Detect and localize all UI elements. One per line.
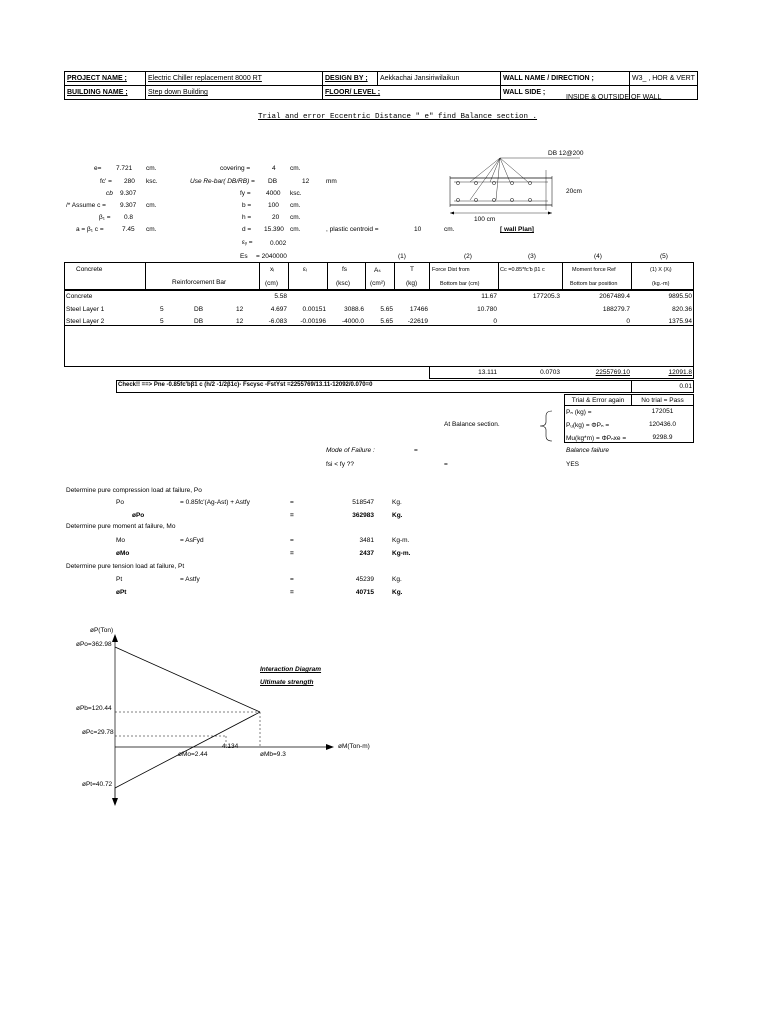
b-unit: cm.: [290, 202, 301, 209]
plastic-centroid-value: 10: [414, 226, 422, 233]
covering-value: 4: [272, 165, 276, 172]
page-title: Trial and error Eccentric Distance " e" find Balance section .: [258, 113, 538, 121]
mb-point-label: øMb=9.3: [260, 751, 286, 758]
mode-eq: =: [414, 447, 418, 454]
pc-point-label: øPc=29.78: [82, 729, 114, 736]
wall-plan-label: [ wall Plan]: [500, 226, 534, 233]
d-label: d =: [242, 226, 252, 233]
diagram-subtitle: Ultimate strength: [260, 679, 314, 686]
pt-point-label: øPt=40.72: [82, 781, 113, 788]
wall-name-value: W3_ , HOR & VERT: [630, 72, 698, 86]
po-unit: Kg.: [392, 499, 402, 506]
c-label: /* Assume c =: [66, 202, 106, 209]
mo-value: 3481: [359, 537, 374, 544]
row-size: 12: [236, 306, 244, 313]
row-fs: -4000.0: [341, 318, 364, 325]
cb-label: cb: [106, 190, 113, 197]
row-c3: 177205.3: [532, 293, 560, 300]
check-value: 0.01: [679, 383, 692, 390]
col-number-5: (5): [660, 253, 668, 260]
d-value: 15.390: [264, 226, 284, 233]
b-label: b =: [242, 202, 252, 209]
h-5: (1) X (Xᵢ): [650, 267, 672, 273]
check-formula: Check!! ==> Pne -0.85fc'bβ1 c (h/2 -1/2β1c)- Fscysc -FstYst =2255769/13.11-12092/0.070=0: [118, 382, 373, 388]
phipt-label: øPt: [116, 589, 127, 596]
row-c5: 820.36: [672, 306, 692, 313]
building-name-value: Step down Building: [146, 86, 323, 100]
row-c2: 10.780: [477, 306, 497, 313]
u-t: (kg): [406, 280, 418, 287]
row-c4: 0: [626, 318, 630, 325]
row-c4: 2067489.4: [599, 293, 630, 300]
compression-branch: [115, 647, 260, 712]
y-axis-label: øP(Ton): [90, 627, 114, 634]
col-number-4: (4): [594, 253, 602, 260]
pb-point-label: øPb=120.44: [76, 705, 112, 712]
pt-formula: = Astfy: [180, 576, 200, 583]
b-value: 100: [268, 202, 279, 209]
u-force: Bottom bar (cm): [440, 281, 480, 287]
h-label: h =: [242, 214, 252, 221]
rebar-size: 12: [302, 178, 310, 185]
phipn-label: Pᵤ(kg) = ΦPₙ =: [566, 422, 610, 429]
row-fs: 3088.6: [344, 306, 364, 313]
phipn-value: 120436.0: [648, 421, 677, 428]
wall-height-label: 20cm: [566, 188, 582, 195]
project-name-value: Electric Chiller replacement 8000 RT: [146, 72, 323, 86]
mo-heading: Determine pure moment at failure, Mo: [66, 523, 176, 530]
x-axis-arrow: [326, 744, 334, 750]
h-ei: εᵢ: [303, 266, 307, 273]
row-ei: 0.00151: [302, 306, 326, 313]
total-c5: 12091.8: [668, 369, 692, 376]
rebar-unit: mm: [326, 178, 337, 185]
phipt-value: 40715: [355, 589, 374, 596]
total-c4: 2255769.10: [595, 369, 630, 376]
row-db: DB: [194, 318, 204, 325]
h-t: T: [410, 266, 414, 273]
total-c3: 0.0703: [540, 369, 560, 376]
po-value: 518547: [352, 499, 374, 506]
header-col-ei: [288, 262, 328, 290]
phimo-value: 2437: [359, 550, 374, 557]
mo-formula: = AsFyd: [180, 537, 204, 544]
wall-name-label: WALL NAME / DIRECTION ;: [501, 72, 630, 86]
row-name: Concrete: [66, 293, 93, 300]
po-heading: Determine pure compression load at failure, Po: [66, 487, 202, 494]
row-db: DB: [194, 306, 204, 313]
row-t: 17466: [409, 306, 428, 313]
row-as: 5.65: [380, 306, 393, 313]
design-by-label: DESIGN BY ;: [323, 72, 378, 86]
h-force: Force Dist from: [432, 267, 470, 273]
m-point-label: 4.134: [222, 743, 239, 750]
building-name-label: BUILDING NAME ;: [65, 86, 146, 100]
phipt-eq: =: [290, 589, 294, 596]
total-c1: 13.111: [478, 369, 497, 376]
fc-label: fc' =: [100, 178, 112, 185]
pn-value: 172051: [651, 408, 674, 415]
row-c5: 9895.50: [668, 293, 692, 300]
mo-label: Mo: [116, 537, 126, 544]
floor-level-label: FLOOR/ LEVEL ;: [323, 86, 501, 100]
c-value: 9.307: [120, 202, 137, 209]
mode-label: Mode of Failure :: [326, 447, 375, 454]
h-as: Aₛ: [374, 267, 381, 274]
fc-unit: ksc.: [146, 178, 158, 185]
po-eq: =: [290, 499, 294, 506]
row-xi: 5.58: [274, 293, 287, 300]
row-c5: 1375.94: [668, 318, 692, 325]
fsi-value: YES: [566, 461, 580, 468]
at-balance-label: At Balance section.: [444, 421, 500, 428]
y-axis-arrow-down: [112, 798, 118, 806]
trial-label: Trial & Error again: [564, 394, 632, 406]
pt-unit: Kg.: [392, 576, 402, 583]
project-name-label: PROJECT NAME ;: [65, 72, 146, 86]
row-c4: 188279.7: [602, 306, 630, 313]
brace-icon: [536, 410, 554, 442]
col-number-1: (1): [398, 253, 406, 260]
beta1-value: 0.8: [124, 214, 134, 221]
a-unit: cm.: [146, 226, 157, 233]
row-n: 5: [160, 306, 164, 313]
diagram-title: Interaction Diagram: [260, 666, 322, 673]
phimo-label: øMo: [116, 550, 130, 557]
e-value: 7.721: [116, 165, 133, 172]
col-number-3: (3): [528, 253, 536, 260]
u-5: (kg.-m): [652, 281, 670, 287]
mo-point-label: øMo=2.44: [178, 751, 208, 758]
row-t: -22619: [407, 318, 428, 325]
phipt-unit: Kg.: [392, 589, 403, 596]
col-number-2: (2): [464, 253, 472, 260]
pt-label: Pt: [116, 576, 123, 583]
rebar-label: Use Re-bar( DB/RB) =: [190, 178, 255, 185]
c-unit: cm.: [146, 202, 157, 209]
pt-heading: Determine pure tension load at failure, Pt: [66, 563, 185, 570]
fsi-eq: =: [444, 461, 448, 468]
bar-spacing-label: DB 12@200: [548, 150, 584, 157]
mo-eq: =: [290, 537, 294, 544]
mu-value: 9298.9: [652, 434, 673, 441]
x-axis-label: øM(Ton-m): [338, 743, 370, 750]
fy-value: 4000: [266, 190, 281, 197]
h-fs: fs: [342, 266, 348, 273]
cb-value: 9.307: [120, 190, 137, 197]
row-name: Steel Layer 1: [66, 306, 105, 313]
po-point-label: øPo=362.98: [76, 641, 112, 648]
e-unit: cm.: [146, 165, 157, 172]
wall-side-label: WALL SIDE ;: [501, 86, 630, 100]
trial-value: No trial = Pass: [631, 394, 694, 406]
fy-label: fy =: [240, 190, 251, 197]
u-xi: (cm): [265, 280, 278, 287]
es-value: = 2040000: [256, 253, 287, 260]
phipo-label: øPo: [132, 512, 145, 519]
pt-eq: =: [290, 576, 294, 583]
h-unit: cm.: [290, 214, 301, 221]
po-formula: = 0.85fc'(Ag-Ast) + Astfy: [180, 499, 250, 506]
mu-label: Mu(kg*m) = ΦPₙxe =: [566, 435, 627, 442]
covering-label: covering =: [220, 165, 251, 172]
row-as: 5.65: [380, 318, 393, 325]
mo-unit: Kg-m.: [392, 537, 410, 544]
h-cc: Cc =0.85*fc'b β1 c: [500, 267, 545, 273]
row-c2: 0: [493, 318, 497, 325]
plastic-centroid-unit: cm.: [444, 226, 455, 233]
table-spacer-box: [64, 325, 694, 367]
h-concrete: Concrete: [76, 266, 103, 273]
row-ei: -0.00196: [300, 318, 326, 325]
pn-label: Pₙ (kg) =: [566, 409, 592, 416]
rebar-type: DB: [268, 178, 278, 185]
phimo-eq: =: [290, 550, 294, 557]
ey-value: 0.002: [270, 240, 287, 247]
a-value: 7.45: [122, 226, 135, 233]
u-fs: (ksc): [336, 280, 351, 287]
mode-value: Balance failure: [566, 447, 609, 454]
wall-width-label: 100 cm: [474, 216, 496, 223]
phimo-unit: Kg-m.: [392, 550, 411, 557]
row-n: 5: [160, 318, 164, 325]
h-moment: Moment force Ref: [572, 267, 616, 273]
row-xi: -6.083: [268, 318, 287, 325]
beta1-label: β₁ =: [99, 214, 111, 221]
phipo-value: 362983: [352, 512, 374, 519]
covering-unit: cm.: [290, 165, 301, 172]
tension-branch: [115, 712, 260, 788]
u-as: (cm²): [370, 280, 386, 287]
row-xi: 4.697: [270, 306, 287, 313]
u-moment: Bottom bar position: [570, 281, 618, 287]
ey-label: εᵧ =: [242, 239, 253, 246]
e-label: e=: [94, 165, 102, 172]
pt-value: 45239: [355, 576, 374, 583]
fsi-label: fsi < fy ??: [326, 461, 354, 468]
y-axis-arrow-up: [112, 634, 118, 642]
a-label: a = β₁ c =: [76, 226, 104, 233]
design-by-value: Aekkachai Jansiriwilaikun: [378, 72, 501, 86]
phipo-eq: =: [290, 512, 294, 519]
po-label: Po: [116, 499, 124, 506]
row-name: Steel Layer 2: [66, 318, 105, 325]
d-unit: cm.: [290, 226, 301, 233]
row-c2: 11.67: [481, 293, 497, 300]
plastic-centroid-label: , plastic centroid =: [326, 226, 379, 233]
es-label: Es: [240, 253, 248, 260]
h-value: 20: [272, 214, 280, 221]
wall-side-value-text: INSIDE & OUTSIDE OF WALL: [566, 94, 662, 101]
row-size: 12: [236, 318, 244, 325]
fy-unit: ksc.: [290, 190, 302, 197]
h-xi: xᵢ: [270, 266, 275, 273]
h-reinf: Reinforcement Bar: [172, 279, 227, 286]
phipo-unit: Kg.: [392, 512, 403, 519]
fc-value: 280: [124, 178, 135, 185]
